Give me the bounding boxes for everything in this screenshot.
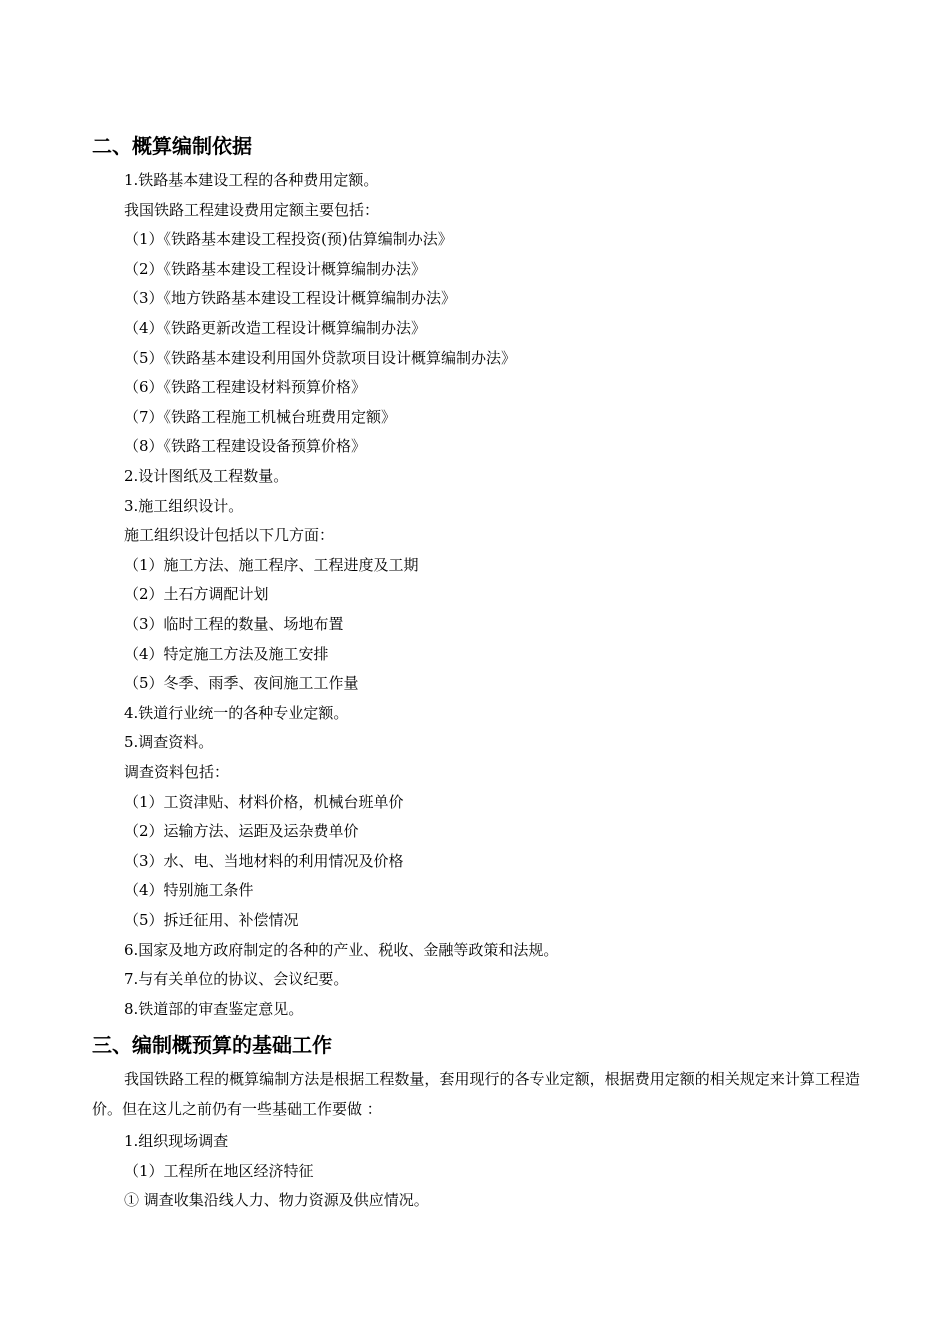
section-3-heading: 三、编制概预算的基础工作	[92, 1033, 332, 1057]
section-2-line: （2）运输方法、运距及运杂费单价	[124, 822, 359, 841]
section-2-line: （3）水、电、当地材料的利用情况及价格	[124, 851, 404, 870]
section-2-line: 8.铁道部的审查鉴定意见。	[124, 999, 304, 1018]
section-2-line: 1.铁路基本建设工程的各种费用定额。	[124, 171, 379, 189]
section-3-line: （1）工程所在地区经济特征	[124, 1161, 314, 1180]
section-2-line: （2）《铁路基本建设工程设计概算编制办法》	[124, 259, 427, 278]
section-2-line: 5.调查资料。	[124, 733, 214, 752]
section-2-line: 我国铁路工程建设费用定额主要包括：	[124, 200, 380, 219]
section-3-line: 1.组织现场调查	[124, 1132, 229, 1150]
section-2-line: 2.设计图纸及工程数量。	[124, 467, 289, 485]
section-2-line: （8）《铁路工程建设设备预算价格》	[124, 437, 367, 456]
section-2-line: （1）《铁路基本建设工程投资(预)估算编制办法》	[124, 230, 453, 249]
section-2-line: （4）特定施工方法及施工安排	[124, 644, 329, 663]
section-3-line: ① 调查收集沿线人力、物力资源及供应情况。	[124, 1191, 429, 1210]
section-2-line: 3.施工组织设计。	[124, 496, 244, 515]
section-2-line: （5）冬季、雨季、夜间施工工作量	[124, 674, 359, 693]
section-2-line: （4）特别施工条件	[124, 881, 254, 900]
section-2-line: （6）《铁路工程建设材料预算价格》	[124, 378, 367, 397]
section-2-line: （2）土石方调配计划	[124, 585, 269, 604]
section-2-line: 4.铁道行业统一的各种专业定额。	[124, 703, 349, 722]
section-3-paragraph: 我国铁路工程的概算编制方法是根据工程数量，套用现行的各专业定额，根据费用定额的相关规定来计算工程造价。但在这儿之前仍有一些基础工作要做 ：	[92, 1070, 860, 1118]
section-2-line: 6.国家及地方政府制定的各种的产业、税收、金融等政策和法规。	[124, 940, 559, 959]
section-2-line: 施工组织设计包括以下几方面：	[124, 526, 335, 545]
section-2-heading: 二、概算编制依据	[92, 134, 252, 158]
section-2-line: （5）《铁路基本建设利用国外贷款项目设计概算编制办法》	[124, 348, 517, 367]
section-2-line: （5）拆迁征用、补偿情况	[124, 911, 299, 929]
section-2-line: （3）《地方铁路基本建设工程设计概算编制办法》	[124, 289, 457, 308]
section-2-line: （1）工资津贴、材料价格，机械台班单价	[124, 792, 404, 811]
section-2-line: （4）《铁路更新改造工程设计概算编制办法》	[124, 319, 427, 337]
section-2-line: （3）临时工程的数量、场地布置	[124, 615, 344, 633]
section-2-line: 调查资料包括：	[124, 763, 230, 781]
section-2-line: （1）施工方法、施工程序、工程进度及工期	[124, 555, 419, 574]
section-2-line: （7）《铁路工程施工机械台班费用定额》	[124, 407, 397, 426]
section-2-line: 7.与有关单位的协议、会议纪要。	[124, 970, 349, 989]
